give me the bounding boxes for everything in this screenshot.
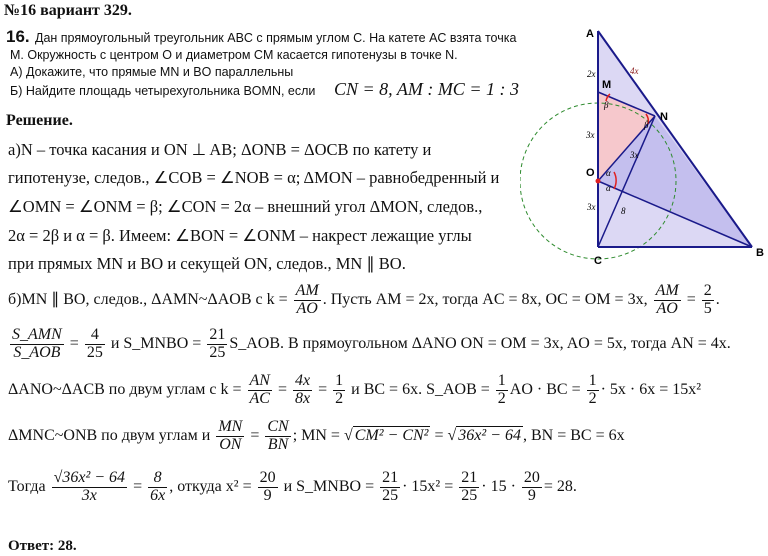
solution-b-line-5 — [8, 462, 577, 512]
fraction: $\frac{21}{25}$ — [209, 326, 226, 361]
text: . — [715, 291, 720, 308]
problem-part-b-values: CN = 8, AM : MC = 1 : 3 — [334, 79, 519, 99]
text: S_AOB. В прямоугольном ΔANO ON = OM = 3x, AO = 5x, тогда AN = 4x. — [229, 335, 731, 352]
text: = — [69, 335, 79, 352]
fraction: $\frac{21}{25}$ — [382, 469, 399, 504]
fraction: $\frac{1}{2}$ — [335, 372, 344, 407]
fraction: $\frac{\text{√36x² − 64}}{3x}$ — [53, 469, 126, 504]
fraction: $\frac{4}{25}$ — [86, 326, 103, 361]
fraction: $\frac{AM}{AO}$ — [655, 282, 679, 317]
text: = — [686, 291, 696, 308]
fraction: $\frac{1}{2}$ — [588, 372, 597, 407]
solution-title: Решение. — [6, 112, 73, 129]
label-beta-m: β — [604, 100, 609, 110]
label-seg-an: 4x — [630, 66, 639, 76]
label-seg-mo: 3x — [586, 130, 595, 140]
fraction: $\frac{MN}{ON}$ — [218, 418, 243, 453]
text: · 5x · 6x = 15x² — [600, 381, 702, 398]
problem-line-1: Дан прямоугольный треугольник ABC с прямым углом C. На катете AC взята точка — [35, 31, 517, 45]
solution-a-line-1: а)N – точка касания и ON ⊥ AB; ΔONB = ΔOCB по катету и — [8, 140, 432, 159]
problem-number: 16. — [6, 27, 30, 46]
label-n: N — [660, 111, 668, 123]
label-b: B — [756, 247, 764, 259]
fraction: $\frac{21}{25}$ — [461, 469, 478, 504]
label-alpha-2: α — [606, 183, 611, 193]
text: и S_MNBO = — [283, 478, 375, 495]
text: , откуда x² = — [169, 478, 252, 495]
fraction: $\frac{AM}{AO}$ — [295, 282, 319, 317]
fraction: $\frac{AN}{AC}$ — [249, 372, 270, 407]
label-seg-oc: 3x — [587, 202, 596, 212]
label-a: A — [586, 28, 594, 40]
sqrt-radicand: CM² − CN² — [354, 427, 429, 444]
fraction: $\frac{8}{6x}$ — [150, 469, 166, 504]
text: AO · BC = — [509, 381, 581, 398]
text: = — [318, 381, 328, 398]
solution-a-line-3: ∠OMN = ∠ONM = β; ∠CON = 2α – внешний угол ΔMON, следов., — [8, 197, 483, 216]
text: · 15 · — [481, 478, 516, 495]
label-seg-on: 3x — [630, 150, 639, 160]
problem-line-2: M. Окружность с центром O и диаметром CM касается гипотенузы в точке N. — [10, 48, 458, 62]
text: ΔANO~ΔACB по двум углам с k = — [8, 381, 242, 398]
label-m: M — [602, 79, 612, 91]
fraction: S_AMN S_AOB — [12, 326, 62, 361]
text: , BN = BC = 6x — [522, 427, 625, 444]
text: = — [277, 381, 287, 398]
label-c: C — [594, 255, 602, 267]
solution-a-line-4: 2α = 2β и α = β. Имеем: ∠BON = ∠ONM – накрест лежащие углы — [8, 226, 472, 245]
label-seg-cn: 8 — [621, 206, 626, 216]
label-alpha-1: α — [606, 168, 611, 178]
fraction: $\frac{20}{9}$ — [259, 469, 276, 504]
fraction: $\frac{2}{5}$ — [703, 282, 712, 317]
label-seg-am: 2x — [587, 69, 596, 79]
solution-a-line-2: гипотенузе, следов., ∠COB = ∠NOB = α; ΔMON – равнобедренный и — [8, 168, 500, 187]
fraction: $\frac{4x}{8x}$ — [295, 372, 311, 407]
fraction: $\frac{20}{9}$ — [523, 469, 540, 504]
text: б)MN ∥ BO, следов., ΔAMN~ΔAOB с k = — [8, 291, 288, 308]
fraction: $\frac{1}{2}$ — [497, 372, 506, 407]
text: = — [133, 478, 143, 495]
solution-b-line-4: ΔMNC~ONB по двум углам и $\frac{MN}{ON}$ = $\frac{CN}{BN}$ ; MN = √ CM² − CN² = √ 36x² − 64 , BN = BC = 6x — [8, 418, 625, 453]
sqrt-radicand: 36x² − 64 — [458, 427, 521, 444]
text: ΔMNC~ONB по двум углам и — [8, 427, 211, 444]
fraction: $\frac{CN}{BN}$ — [267, 418, 289, 453]
text: = 28. — [543, 478, 577, 495]
answer: Ответ: 28. — [8, 538, 77, 554]
problem-part-a: А) Докажите, что прямые MN и BO параллельны — [10, 65, 294, 79]
text: и BC = 6x. S_AOB = — [351, 381, 490, 398]
text: = — [250, 427, 260, 444]
text: = — [434, 427, 444, 444]
solution-b-line-1 — [8, 278, 720, 322]
solution-b-line-2 — [8, 322, 731, 366]
problem-part-b-text: Б) Найдите площадь четырехугольника BOMN, если — [10, 84, 316, 98]
variant-header: №16 вариант 329. — [4, 2, 132, 19]
text: Тогда — [8, 478, 46, 495]
triangle-figure — [520, 24, 768, 274]
text: · 15x² = — [402, 478, 454, 495]
solution-b-line-3 — [8, 368, 701, 412]
point-o — [596, 179, 601, 184]
label-o: O — [586, 167, 595, 179]
text: и S_MNBO = — [110, 335, 202, 352]
text: ; MN = — [292, 427, 340, 444]
label-beta-n: β — [644, 120, 649, 130]
solution-a-line-5: при прямых MN и BO и секущей ON, следов., MN ∥ BO. — [8, 254, 406, 273]
text: . Пусть AM = 2x, тогда AC = 8x, OC = OM = 3x, — [322, 291, 648, 308]
